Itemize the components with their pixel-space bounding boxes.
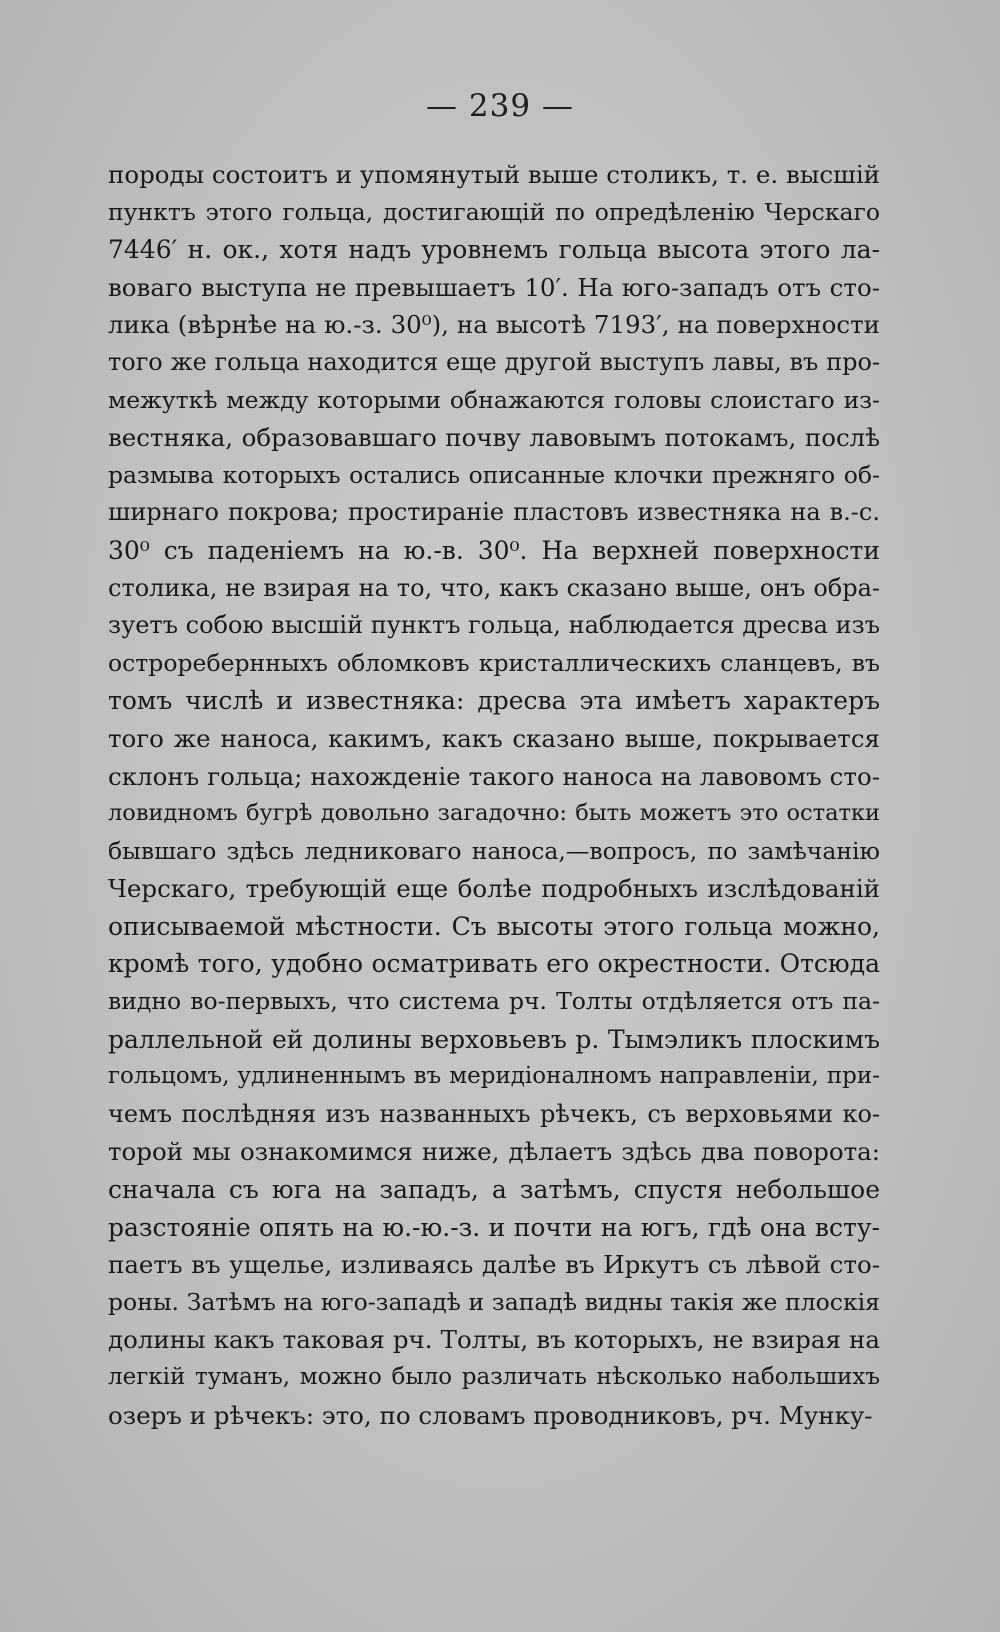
text-line: Черскаго, требующій еще болѣе подробныхъ изслѣдованій [108, 874, 880, 904]
text-line: того же гольца находится еще другой выступъ лавы, въ про- [108, 347, 880, 376]
text-line: описываемой мѣстности. Съ высоты этого гольца можно, [108, 911, 880, 941]
text-line: роны. Затѣмъ на юго-западѣ и западѣ видны такія же плоскія [108, 1287, 880, 1316]
text-line: разстояніе опять на ю.-ю.-з. и почти на югъ, гдѣ она всту- [108, 1212, 880, 1242]
text-line: породы состоитъ и упомянутый выше столикъ, т. е. высшій [108, 160, 880, 189]
text-line: томъ числѣ и известняка: дресва эта имѣетъ характеръ [108, 686, 880, 716]
text-line: того же наноса, какимъ, какъ сказано выше, покрывается [108, 723, 880, 753]
text-line: ловидномъ бугрѣ довольно загадочно: быть можетъ это остатки [108, 800, 880, 827]
body-text [108, 156, 880, 1434]
text-line: пунктъ этого гольца, достигающій по опредѣленію Черскаго [108, 197, 880, 226]
text-line: бывшаго здѣсь ледниковаго наноса,—вопросъ, по замѣчанію [108, 836, 880, 865]
text-line: сначала съ юга на западъ, а затѣмъ, спустя небольшое [108, 1175, 880, 1205]
text-line: воваго выступа не превышаетъ 10′. На юго-западъ отъ сто- [108, 272, 880, 302]
text-line: остроребернныхъ обломковъ кристаллическихъ сланцевъ, въ [108, 648, 880, 677]
text-line: размыва которыхъ остались описанные клочки прежняго об- [108, 460, 880, 489]
text-line: раллельной ей долины верховьевъ р. Тымэликъ плоскимъ [108, 1024, 880, 1054]
text-line: склонъ гольца; нахожденіе такого наноса на лавовомъ сто- [108, 761, 880, 791]
text-line: торой мы ознакомимся ниже, дѣлаетъ здѣсь два поворота: [108, 1137, 880, 1167]
text-line: паетъ въ ущелье, изливаясь далѣе въ Иркутъ съ лѣвой сто- [108, 1250, 880, 1280]
text-line: 7446′ н. ок., хотя надъ уровнемъ гольца высота этого ла- [108, 235, 880, 265]
text-line: легкій туманъ, можно было различать нѣсколько набольшихъ [108, 1364, 880, 1390]
text-line: гольцомъ, удлиненнымъ въ меридіоналномъ направленіи, при- [108, 1063, 880, 1090]
page-number: — 239 — [426, 88, 574, 124]
text-line: ширнаго покрова; простираніе пластовъ известняка на в.-с. [108, 498, 880, 527]
text-line: лика (вѣрнѣе на ю.-з. 30⁰), на высотѣ 7193′, на поверхности [108, 310, 880, 340]
text-line: видно во-первыхъ, что система рч. Толты отдѣляется отъ па- [108, 987, 880, 1016]
text-line: 30⁰ съ паденіемъ на ю.-в. 30⁰. На верхней поверхности [108, 535, 880, 565]
text-line: зуетъ собою высшій пунктъ гольца, наблюдается дресва изъ [108, 611, 880, 640]
text-line: чемъ послѣдняя изъ названныхъ рѣчекъ, съ верховьями ко- [108, 1099, 880, 1128]
text-line: озеръ и рѣчекъ: это, по словамъ проводниковъ, рч. Мунку- [108, 1400, 873, 1430]
text-line: долины какъ таковая рч. Толты, въ которыхъ, не взирая на [108, 1325, 880, 1355]
text-line: кромѣ того, удобно осматривать его окрестности. Отсюда [108, 949, 880, 979]
text-line: вестняка, образовавшаго почву лавовымъ потокамъ, послѣ [108, 423, 880, 453]
text-line: столика, не взирая на то, что, какъ сказано выше, онъ обра- [108, 573, 880, 602]
text-line: межуткѣ между которыми обнажаются головы слоистаго из- [108, 385, 880, 414]
